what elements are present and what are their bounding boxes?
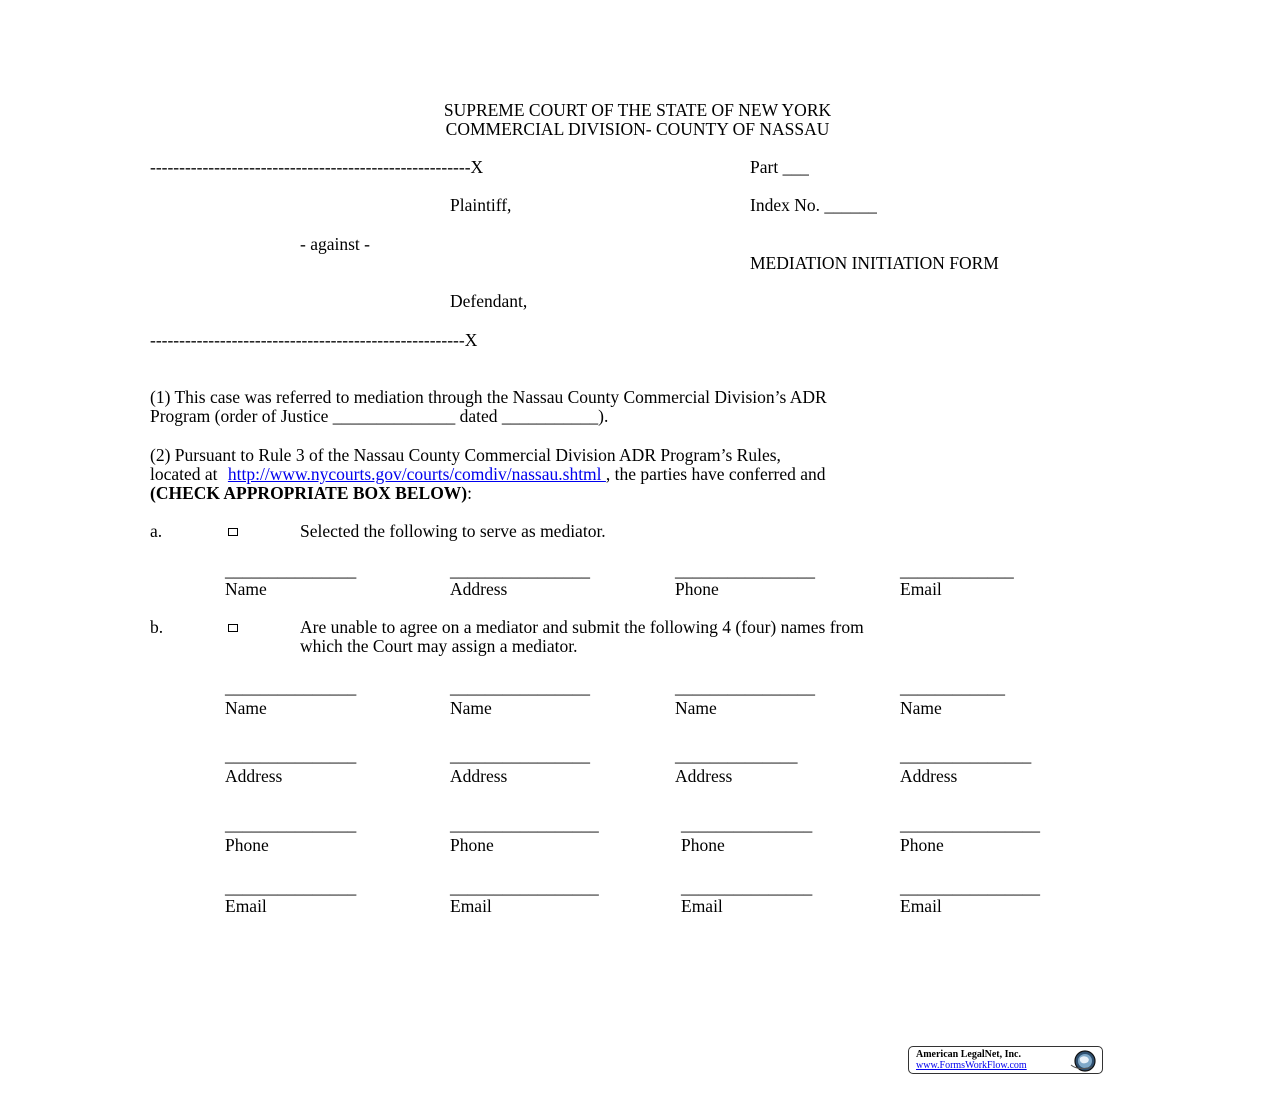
check-box-instruction: (CHECK APPROPRIATE BOX BELOW) bbox=[150, 483, 468, 503]
defendant-label: Defendant, bbox=[450, 291, 528, 311]
option-b-label: b. bbox=[150, 617, 164, 637]
option-b-name-label-4: Name bbox=[900, 698, 942, 718]
option-a-email-label: Email bbox=[900, 579, 942, 599]
option-b-email-label-1: Email bbox=[225, 896, 267, 916]
index-number-field: Index No. ______ bbox=[750, 195, 877, 215]
option-a-label: a. bbox=[150, 521, 163, 541]
option-a-email-blank[interactable]: _____________ bbox=[900, 560, 1014, 580]
option-a-checkbox[interactable] bbox=[228, 528, 238, 536]
paragraph-2-line-3 bbox=[150, 484, 472, 503]
logo-url[interactable]: www.FormsWorkFlow.com bbox=[916, 1060, 1027, 1071]
option-b-email-blank-1[interactable]: _______________ bbox=[225, 877, 357, 897]
option-b-email-label-2: Email bbox=[450, 896, 492, 916]
after-link-text: , the parties have conferred and bbox=[605, 464, 826, 484]
paragraph-1-line-2: Program (order of Justice ______________ dated ___________). bbox=[150, 406, 609, 426]
plaintiff-label: Plaintiff, bbox=[450, 195, 512, 215]
american-legalnet-logo[interactable] bbox=[908, 1046, 1103, 1074]
option-b-name-blank-3[interactable]: ________________ bbox=[675, 677, 815, 697]
option-b-phone-label-2: Phone bbox=[450, 835, 494, 855]
option-b-name-blank-2[interactable]: ________________ bbox=[450, 677, 590, 697]
option-b-email-blank-3[interactable]: _______________ bbox=[681, 877, 813, 897]
paragraph-1-line-1: (1) This case was referred to mediation through the Nassau County Commercial Division’s ADR bbox=[150, 387, 827, 407]
option-b-checkbox[interactable] bbox=[228, 624, 238, 632]
instruction-colon: : bbox=[467, 483, 473, 503]
option-b-text-line-2: which the Court may assign a mediator. bbox=[300, 636, 578, 656]
logo-company-name: American LegalNet, Inc. bbox=[916, 1049, 1021, 1060]
caption-rule-bottom: ------------------------------------------------------X bbox=[150, 330, 478, 350]
option-b-address-blank-1[interactable]: _______________ bbox=[225, 745, 357, 765]
option-a-name-label: Name bbox=[225, 579, 267, 599]
option-a-phone-label: Phone bbox=[675, 579, 719, 599]
option-a-phone-blank[interactable]: ________________ bbox=[675, 560, 815, 580]
caption-rule-top: -------------------------------------------------------X bbox=[150, 157, 484, 177]
option-b-address-blank-4[interactable]: _______________ bbox=[900, 745, 1032, 765]
option-a-text: Selected the following to serve as mediator. bbox=[300, 521, 606, 541]
option-b-phone-blank-2[interactable]: _________________ bbox=[450, 814, 599, 834]
option-b-address-label-2: Address bbox=[450, 766, 508, 786]
option-b-phone-blank-3[interactable]: _______________ bbox=[681, 814, 813, 834]
option-b-phone-blank-1[interactable]: _______________ bbox=[225, 814, 357, 834]
division-name: COMMERCIAL DIVISION- COUNTY OF NASSAU bbox=[445, 119, 830, 139]
against-label: - against - bbox=[300, 234, 370, 254]
option-b-name-label-3: Name bbox=[675, 698, 717, 718]
option-b-email-label-3: Email bbox=[681, 896, 723, 916]
option-b-address-label-3: Address bbox=[675, 766, 733, 786]
option-b-address-blank-2[interactable]: ________________ bbox=[450, 745, 590, 765]
option-b-name-blank-1[interactable]: _______________ bbox=[225, 677, 357, 697]
option-a-name-blank[interactable]: _______________ bbox=[225, 560, 357, 580]
paragraph-2-line-1: (2) Pursuant to Rule 3 of the Nassau County Commercial Division ADR Program’s Rules, bbox=[150, 445, 781, 465]
option-b-address-label-4: Address bbox=[900, 766, 958, 786]
option-b-phone-blank-4[interactable]: ________________ bbox=[900, 814, 1040, 834]
option-a-address-label: Address bbox=[450, 579, 508, 599]
option-b-email-blank-4[interactable]: ________________ bbox=[900, 877, 1040, 897]
option-a-address-blank[interactable]: ________________ bbox=[450, 560, 590, 580]
option-b-email-blank-2[interactable]: _________________ bbox=[450, 877, 599, 897]
option-b-email-label-4: Email bbox=[900, 896, 942, 916]
option-b-name-blank-4[interactable]: ____________ bbox=[900, 677, 1005, 697]
globe-icon bbox=[1068, 1049, 1098, 1073]
option-b-phone-label-3: Phone bbox=[681, 835, 725, 855]
option-b-name-label-2: Name bbox=[450, 698, 492, 718]
option-b-address-blank-3[interactable]: ______________ bbox=[675, 745, 798, 765]
court-name: SUPREME COURT OF THE STATE OF NEW YORK bbox=[443, 100, 832, 120]
option-b-phone-label-4: Phone bbox=[900, 835, 944, 855]
located-at-text: located at bbox=[150, 464, 218, 484]
form-title: MEDIATION INITIATION FORM bbox=[750, 253, 999, 273]
nassau-rules-link[interactable]: http://www.nycourts.gov/courts/comdiv/nassau.shtml bbox=[227, 464, 606, 484]
option-b-name-label-1: Name bbox=[225, 698, 267, 718]
option-b-address-label-1: Address bbox=[225, 766, 283, 786]
option-b-text-line-1: Are unable to agree on a mediator and submit the following 4 (four) names from bbox=[300, 617, 864, 637]
paragraph-2-line-2 bbox=[150, 465, 826, 484]
option-b-phone-label-1: Phone bbox=[225, 835, 269, 855]
part-field: Part ___ bbox=[750, 157, 809, 177]
